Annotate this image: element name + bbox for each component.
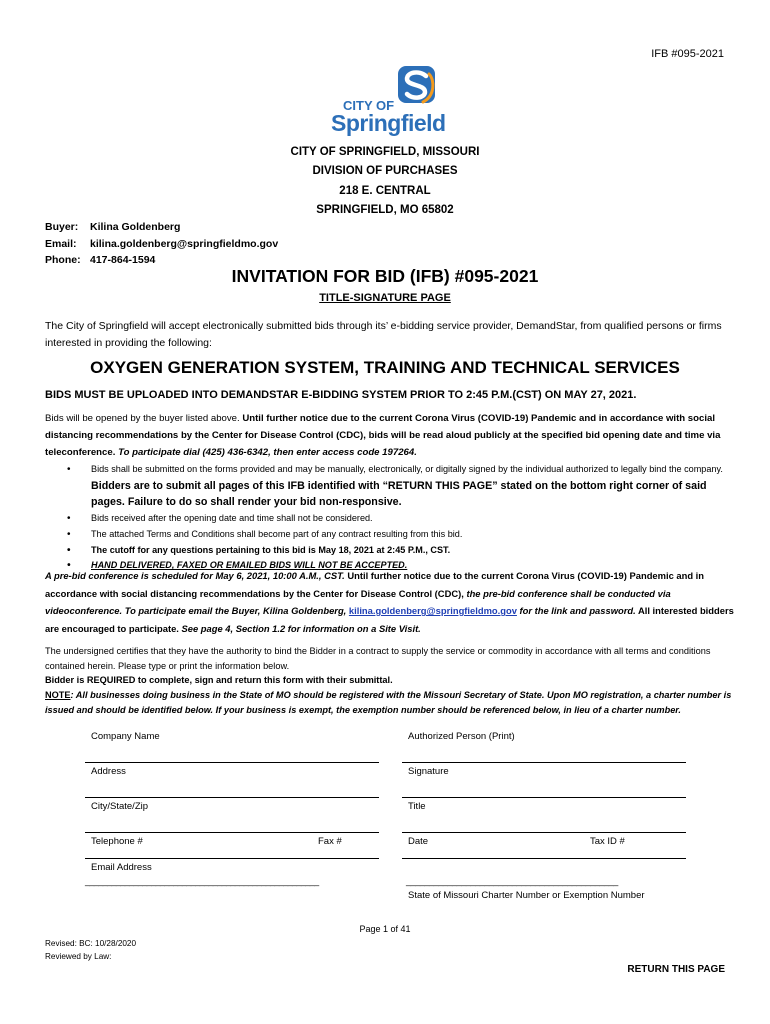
address-line-3: 218 E. CENTRAL	[339, 184, 431, 197]
telephone-fax-field[interactable]	[85, 858, 379, 859]
buyer-phone: 417-864-1594	[90, 254, 156, 266]
reviewed-by: Reviewed by Law:	[45, 952, 112, 961]
signature-label: Signature	[408, 766, 449, 777]
company-name-field[interactable]	[85, 762, 379, 763]
prebid-schedule: A pre-bid conference is scheduled for May 6, 2021, 10:00 A.M., CST.	[45, 570, 345, 581]
authorized-person-field[interactable]	[402, 762, 686, 763]
note-text: : All businesses doing business in the State of MO should be registered with the Missouri Secretary of State. Upon MO registration, a charter number is issued and should be identified below. If your business is exempt, the exemption number should be referenced below, in lieu of a charter number.	[45, 690, 732, 715]
bid-deadline: BIDS MUST BE UPLOADED INTO DEMANDSTAR E-BIDDING SYSTEM PRIOR TO 2:45 P.M.(CST) ON MAY 27, 2021.	[45, 389, 637, 401]
certify-required: Bidder is REQUIRED to complete, sign and return this form with their submittal.	[45, 675, 393, 686]
telephone-label: Telephone #	[91, 836, 143, 847]
project-title: OXYGEN GENERATION SYSTEM, TRAINING AND TECHNICAL SERVICES	[90, 358, 680, 377]
certify-text: The undersigned certifies that they have the authority to bind the Bidder in a contract to supply the service or commodity in accordance with all terms and conditions contained herein. Please type or print the information below.	[45, 646, 711, 671]
address-field[interactable]	[85, 797, 379, 798]
page-subtitle: TITLE-SIGNATURE PAGE	[319, 292, 451, 304]
prebid-videoconference: the pre-bid conference shall be conducted via videoconference. To participate email the Buyer, Kilina Goldenberg,	[45, 587, 671, 616]
logo-springfield: Springfield	[331, 110, 446, 136]
title-label: Title	[408, 801, 426, 812]
charter-number-label: State of Missouri Charter Number or Exemption Number	[408, 890, 645, 901]
prebid-paragraph	[45, 567, 735, 637]
list-item: • The cutoff for any questions pertaining to this bid is May 18, 2021 at 2:45 P.M., CST.	[45, 543, 735, 559]
charter-number-field[interactable]: ______________________________________________	[406, 876, 618, 886]
buyer-email-link[interactable]: kilina.goldenberg@springfieldmo.gov	[348, 605, 517, 616]
prebid-encouraged: All interested bidders are encouraged to participate.	[45, 605, 734, 634]
logo-city-of: CITY OF	[343, 98, 395, 113]
city-state-zip-label: City/State/Zip	[91, 801, 149, 812]
return-this-page: RETURN THIS PAGE	[627, 964, 725, 975]
company-name-label: Company Name	[91, 731, 160, 742]
rule-1-text: Bids shall be submitted on the forms provided and may be manually, electronically, or digitally signed by the individual authorized to legally bind the company.	[91, 464, 723, 474]
bid-rules-list	[45, 462, 735, 574]
phone-label: Phone:	[45, 254, 81, 266]
fax-label: Fax #	[318, 836, 342, 847]
buyer-email: kilina.goldenberg@springfieldmo.gov	[90, 237, 279, 250]
page-title: INVITATION FOR BID (IFB) #095-2021	[231, 266, 539, 286]
opening-bold: Until further notice due to the current Corona Virus (COVID-19) Pandemic and in accordance with social distancing recommendations by the Center for Disease Control (CDC), bids will be read aloud publicly at the specified bid opening date and time via teleconference.	[45, 413, 721, 458]
email-address-field[interactable]: _____________________________________________________	[85, 876, 319, 886]
agency-address	[0, 143, 770, 220]
list-item: • Bids received after the opening date and time shall not be considered.	[45, 511, 735, 527]
page-number: Page 1 of 41	[359, 924, 411, 934]
revised-date: Revised: BC: 10/28/2020	[45, 939, 137, 948]
prebid-covid: Until further notice due to the current Corona Virus (COVID-19) Pandemic and in accordance with social distancing recommendations by the Center for Disease Control (CDC),	[45, 570, 704, 599]
note-label: NOTE	[45, 690, 71, 701]
date-tax-id-field[interactable]	[402, 858, 686, 859]
buyer-contact	[45, 219, 278, 269]
email-address-label: Email Address	[91, 862, 152, 873]
intro-paragraph: The City of Springfield will accept electronically submitted bids through its’ e-bidding service provider, DemandStar, from qualified persons or firms interested in providing the following:	[45, 320, 722, 349]
opening-teleconference: To participate dial (425) 436-6342, then enter access code 197264.	[118, 447, 417, 458]
address-line-4: SPRINGFIELD, MO 65802	[316, 203, 454, 216]
date-label: Date	[408, 836, 429, 847]
list-item	[45, 462, 735, 511]
buyer-label: Buyer:	[45, 221, 79, 233]
prebid-link-password: for the link and password.	[516, 605, 636, 616]
list-item: • The attached Terms and Conditions shall become part of any contract resulting from this bid.	[45, 527, 735, 543]
buyer-name: Kilina Goldenberg	[90, 221, 181, 233]
list-item: • HAND DELIVERED, FAXED OR EMAILED BIDS WILL NOT BE ACCEPTED.	[45, 558, 735, 574]
signature-field[interactable]	[402, 797, 686, 798]
address-label: Address	[91, 766, 126, 777]
prebid-site-visit: See page 4, Section 1.2 for information on a Site Visit.	[181, 622, 421, 634]
tax-id-label: Tax ID #	[590, 836, 625, 847]
address-line-2: DIVISION OF PURCHASES	[312, 165, 458, 178]
rule-1-bold: Bidders are to submit all pages of this IFB identified with “RETURN THIS PAGE” stated on the bottom right corner of said pages. Failure to do so shall render your bid non-responsive.	[91, 479, 707, 509]
ifb-number: IFB #095-2021	[651, 48, 724, 60]
revision-info	[45, 937, 136, 963]
bid-opening-paragraph	[45, 410, 735, 461]
title-field[interactable]	[402, 832, 686, 833]
authorized-person-label: Authorized Person (Print)	[408, 731, 515, 742]
email-label: Email:	[45, 237, 77, 250]
certification-paragraph	[45, 644, 735, 718]
opening-plain: Bids will be opened by the buyer listed above.	[45, 413, 243, 424]
city-logo	[331, 66, 446, 138]
city-state-zip-field[interactable]	[85, 832, 379, 833]
address-line-1: CITY OF SPRINGFIELD, MISSOURI	[290, 146, 480, 158]
